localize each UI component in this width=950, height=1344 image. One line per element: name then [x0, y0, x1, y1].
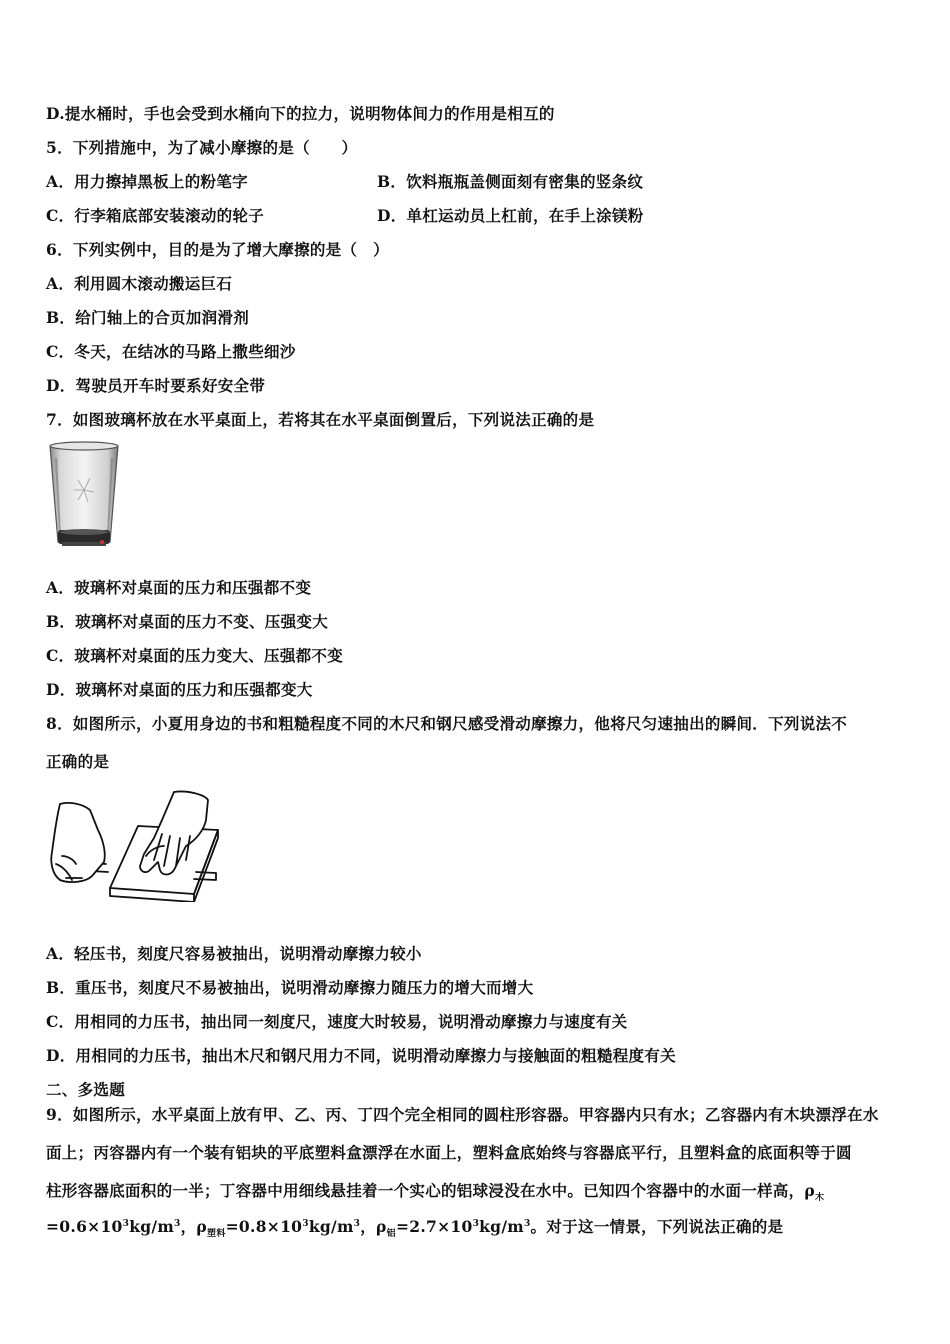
q5-option-b: B．饮料瓶瓶盖侧面刻有密集的竖条纹: [377, 172, 644, 191]
q7-option-d: D．玻璃杯对桌面的压力和压强都变大: [46, 680, 313, 699]
section-heading-multiple-choice: 二、多选题: [46, 1080, 126, 1099]
q9-stem-line2: 面上；丙容器内有一个装有铝块的平底塑料盒漂浮在水面上，塑料盒底始终与容器底平行，且塑料盒的底面积等于圆: [46, 1143, 852, 1162]
q4-option-d: D.提水桶时，手也会受到水桶向下的拉力，说明物体间力的作用是相互的: [46, 104, 555, 123]
q7-stem: 7．如图玻璃杯放在水平桌面上，若将其在水平桌面倒置后，下列说法正确的是: [46, 410, 595, 429]
q9-stem-line3: 柱形容器底面积的一半；丁容器中用细线悬挂着一个实心的铝球浸没在水中。已知四个容器中的水面一样高，$\rho_木$: [46, 1181, 825, 1204]
q6-option-c: C．冬天，在结冰的马路上撒些细沙: [46, 342, 296, 361]
q7-option-b: B．玻璃杯对桌面的压力不变、压强变大: [46, 612, 329, 631]
q6-stem: 6．下列实例中，目的是为了增大摩擦的是（ ）: [46, 240, 389, 259]
q7-option-c: C．玻璃杯对桌面的压力变大、压强都不变: [46, 646, 344, 665]
q8-stem-line1: 8．如图所示，小夏用身边的书和粗糙程度不同的木尺和钢尺感受滑动摩擦力，他将尺匀速抽出的瞬间．下列说法不: [46, 714, 848, 733]
q8-stem-line2: 正确的是: [46, 752, 110, 771]
glass-cup-figure: [44, 438, 124, 558]
q5-option-a: A．用力擦掉黑板上的粉笔字: [46, 172, 248, 191]
q5-option-d: D．单杠运动员上杠前，在手上涂镁粉: [377, 206, 644, 225]
q8-option-b: B．重压书，刻度尺不易被抽出，说明滑动摩擦力随压力的增大而增大: [46, 978, 534, 997]
q9-stem-line4: $=0.6\times 10^3kg/m^3$，$\rho_{塑料}=0.8\times 10^3kg/m^3$，$\rho_铝=2.7\times 10^3kg/m^3$。对于这一情景，下列说法正确的是: [46, 1217, 784, 1240]
q7-option-a: A．玻璃杯对桌面的压力和压强都不变: [46, 578, 312, 597]
q6-option-b: B．给门轴上的合页加润滑剂: [46, 308, 250, 327]
q8-option-d: D．用相同的力压书，抽出木尺和钢尺用力不同，说明滑动摩擦力与接触面的粗糙程度有关: [46, 1046, 676, 1065]
q5-option-c: C．行李箱底部安装滚动的轮子: [46, 206, 265, 225]
q8-option-c: C．用相同的力压书，抽出同一刻度尺，速度大时较易，说明滑动摩擦力与速度有关: [46, 1012, 628, 1031]
q6-option-d: D．驾驶员开车时要系好安全带: [46, 376, 266, 395]
q5-stem: 5．下列措施中，为了减小摩擦的是（ ）: [46, 138, 358, 157]
q9-stem-line1: 9．如图所示，水平桌面上放有甲、乙、丙、丁四个完全相同的圆柱形容器。甲容器内只有水；乙容器内有木块漂浮在水: [46, 1105, 879, 1124]
q8-option-a: A．轻压书，刻度尺容易被抽出，说明滑动摩擦力较小: [46, 944, 422, 963]
q6-option-a: A．利用圆木滚动搬运巨石: [46, 274, 233, 293]
book-ruler-hands-figure: [46, 790, 226, 902]
